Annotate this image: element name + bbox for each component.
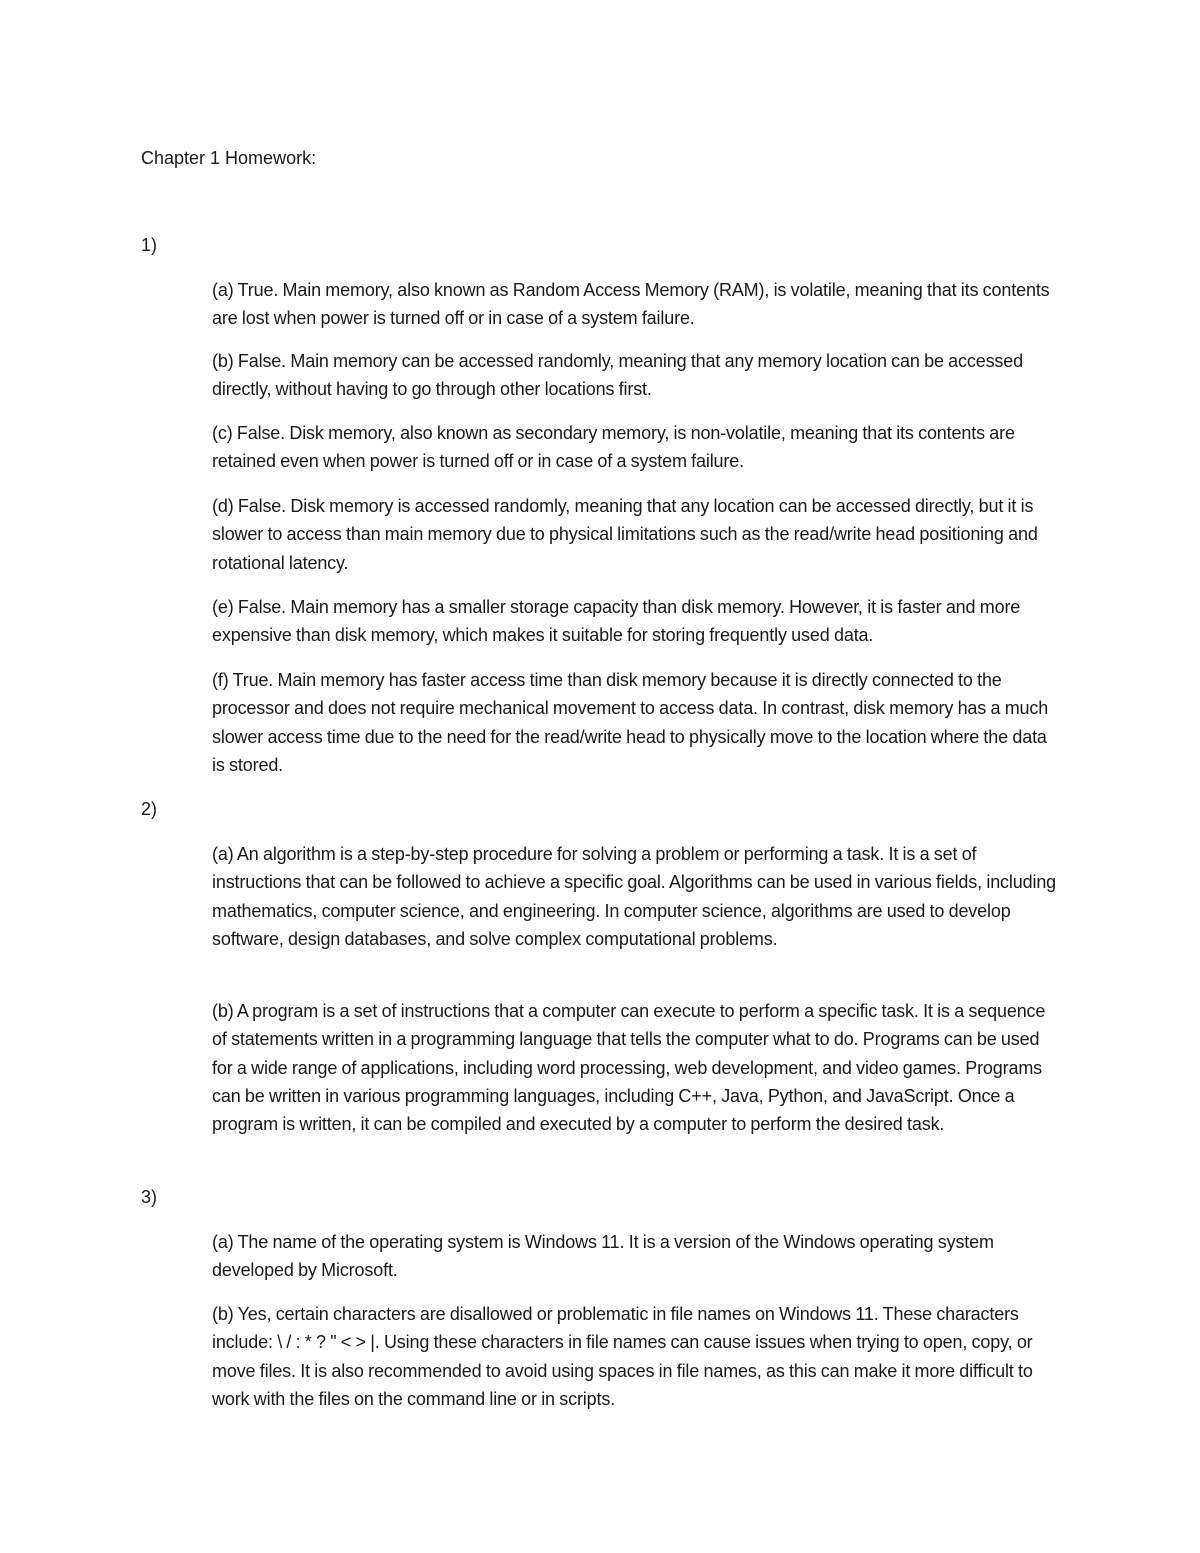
question-1-answer-e: (e) False. Main memory has a smaller storage capacity than disk memory. However, it is faster and more expensive than disk memory, which makes it suitable for storing frequently used data.	[212, 597, 1021, 646]
document-title: Chapter 1 Homework:	[141, 148, 317, 168]
question-1-answer-b: (b) False. Main memory can be accessed randomly, meaning that any memory location can be accessed directly, without having to go through other locations first.	[212, 351, 1024, 400]
question-1-answer-f: (f) True. Main memory has faster access time than disk memory because it is directly connected to the processor and does not require mechanical movement to access data. In contrast, disk memory has a much slower access time due to the need for the read/write head to physically move to the location where the data is stored.	[212, 670, 1049, 775]
question-3-answer-b: (b) Yes, certain characters are disallowed or problematic in file names on Windows 11. These characters include: \ / : * ? " < > |. Using these characters in file names can cause issues when trying to open, copy, or move files. It is also recommended to avoid using spaces in file names, as this can make it more difficult to work with the files on the command line or in scripts.	[212, 1304, 1033, 1409]
question-1-answer-d: (d) False. Disk memory is accessed randomly, meaning that any location can be accessed directly, but it is slower to access than main memory due to physical limitations such as the read/write head positioning and rotational latency.	[212, 496, 1038, 573]
question-3-answer-a: (a) The name of the operating system is Windows 11. It is a version of the Windows operating system developed by Microsoft.	[212, 1232, 994, 1281]
question-1-answer-c: (c) False. Disk memory, also known as secondary memory, is non-volatile, meaning that its contents are retained even when power is turned off or in case of a system failure.	[212, 423, 1015, 472]
question-3-number: 3)	[141, 1187, 158, 1207]
question-2-answer-b: (b) A program is a set of instructions that a computer can execute to perform a specific task. It is a sequence of statements written in a programming language that tells the computer what to do. Programs can be used for a wide range of applications, including word processing, web development, and video games. Programs can be written in various programming languages, including C++, Java, Python, and JavaScript. Once a program is written, it can be compiled and executed by a computer to perform the desired task.	[212, 1001, 1046, 1135]
question-1-number: 1)	[141, 235, 158, 255]
question-2-answer-a: (a) An algorithm is a step-by-step procedure for solving a problem or performing a task. It is a set of instructions that can be followed to achieve a specific goal. Algorithms can be used in various fields, including mathematics, computer science, and engineering. In computer science, algorithms are used to develop software, design databases, and solve complex computational problems.	[212, 844, 1057, 949]
question-1-answer-a: (a) True. Main memory, also known as Random Access Memory (RAM), is volatile, meaning that its contents are lost when power is turned off or in case of a system failure.	[212, 280, 1050, 329]
question-2-number: 2)	[141, 799, 158, 819]
